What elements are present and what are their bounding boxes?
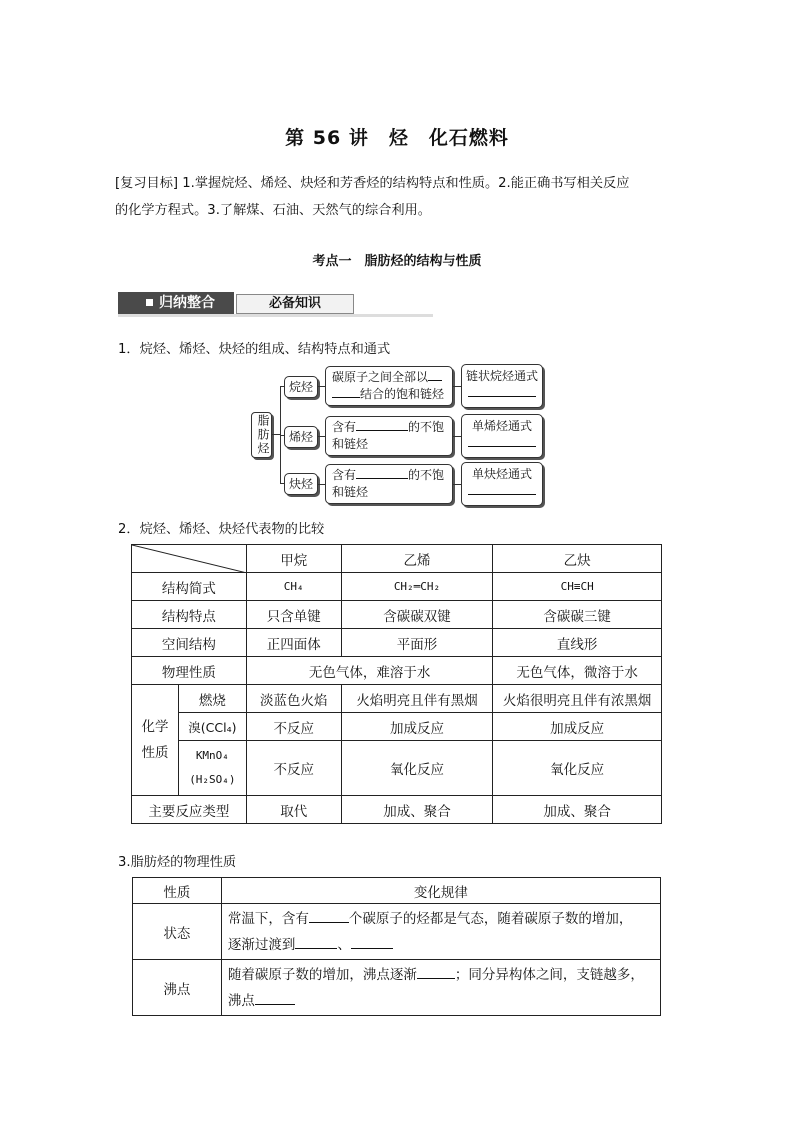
banner-light: 必备知识 bbox=[236, 294, 354, 314]
table-row: 空间结构 正四面体 平面形 直线形 bbox=[132, 629, 662, 657]
physical-property-table bbox=[132, 877, 661, 1016]
alkane-desc-box: 碳原子之间全部以 结合的饱和链烃 bbox=[325, 366, 453, 406]
comparison-table bbox=[131, 544, 662, 824]
table-row: KMnO₄ (H₂SO₄) 不反应 氧化反应 氧化反应 bbox=[132, 741, 662, 796]
table-row: 结构特点 只含单键 含碳碳双键 含碳碳三键 bbox=[132, 601, 662, 629]
header-methane: 甲烷 bbox=[246, 545, 341, 573]
alkene-box: 烯烃 bbox=[284, 426, 318, 448]
table-row: 沸点 随着碳原子数的增加，沸点逐渐 ；同分异构体之间，支链越多， 沸点 bbox=[133, 960, 661, 1016]
table-row: 化学 性质 燃烧 淡蓝色火焰 火焰明亮且伴有黑烟 火焰很明亮且伴有浓黑烟 bbox=[132, 685, 662, 713]
corner-cell bbox=[132, 545, 247, 573]
page-title: 第 56 讲 烃 化石燃料 bbox=[285, 127, 509, 149]
alkene-formula-box: 单烯烃通式 bbox=[461, 414, 543, 458]
alkene-desc-box: 含有 的不饱 和链烃 bbox=[325, 416, 453, 456]
table-header-row: 性质 变化规律 bbox=[133, 878, 661, 904]
section2-heading: 2．烷烃、烯烃、炔烃代表物的比较 bbox=[118, 522, 325, 537]
table-row: 溴(CCl₄) 不反应 加成反应 加成反应 bbox=[132, 713, 662, 741]
alkyne-box: 炔烃 bbox=[284, 473, 318, 495]
section1-heading: 1．烷烃、烯烃、炔烃的组成、结构特点和通式 bbox=[118, 342, 391, 357]
boiling-point-rule: 随着碳原子数的增加，沸点逐渐 ；同分异构体之间，支链越多， 沸点 bbox=[221, 960, 660, 1016]
objectives-line-2: 的化学方程式。3.了解煤、石油、天然气的综合利用。 bbox=[115, 203, 431, 218]
section3-heading: 3.脂肪烃的物理性质 bbox=[118, 855, 237, 870]
table-header-row bbox=[132, 545, 662, 573]
table-row: 结构简式 CH₄ CH₂═CH₂ CH≡CH bbox=[132, 573, 662, 601]
chem-property-label: 化学 性质 bbox=[132, 685, 179, 796]
topic-heading: 考点一 脂肪烃的结构与性质 bbox=[312, 254, 482, 269]
alkyne-desc-box: 含有 的不饱 和链烃 bbox=[325, 464, 453, 504]
table-row: 物理性质 无色气体，难溶于水 无色气体，微溶于水 bbox=[132, 657, 662, 685]
objectives-tag: [复习目标] bbox=[115, 176, 179, 191]
header-ethylene: 乙烯 bbox=[341, 545, 493, 573]
root-box: 脂肪烃 bbox=[251, 412, 272, 458]
header-acetylene: 乙炔 bbox=[493, 545, 662, 573]
alkane-formula-box: 链状烷烃通式 bbox=[461, 364, 543, 408]
state-rule: 常温下，含有 个碳原子的烃都是气态，随着碳原子数的增加， 逐渐过渡到 、 bbox=[221, 904, 660, 960]
table-row: 主要反应类型 取代 加成、聚合 加成、聚合 bbox=[132, 796, 662, 824]
kmno4-label: KMnO₄ (H₂SO₄) bbox=[178, 741, 246, 796]
banner-dark: 归纳整合 bbox=[118, 292, 234, 314]
diagonal-line bbox=[132, 545, 247, 573]
alkyne-formula-box: 单炔烃通式 bbox=[461, 462, 543, 506]
alkane-box: 烷烃 bbox=[284, 376, 318, 398]
hydrocarbon-diagram bbox=[0, 0, 794, 520]
table-row: 状态 常温下，含有 个碳原子的烃都是气态，随着碳原子数的增加， 逐渐过渡到 、 bbox=[133, 904, 661, 960]
objectives-line-1: [复习目标] 1.掌握烷烃、烯烃、炔烃和芳香烃的结构特点和性质。2.能正确书写相关反应 bbox=[115, 176, 630, 191]
